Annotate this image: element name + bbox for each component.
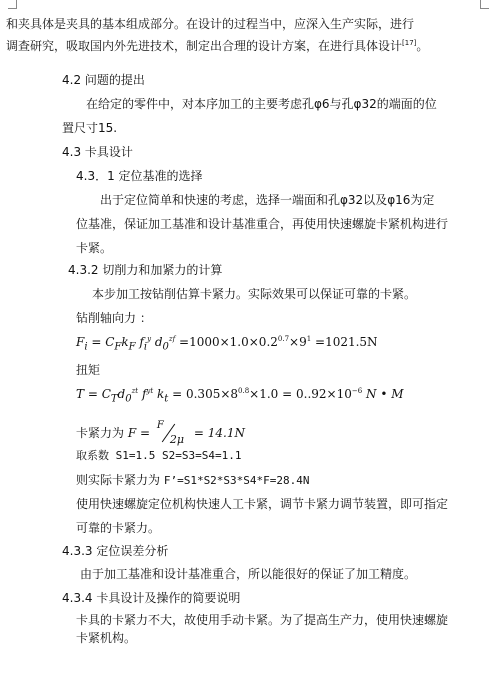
citation-ref: [17] (402, 39, 417, 47)
actual-force-line: 则实际卡紧力为 F’=S1*S2*S3*S4*F=28.4N (76, 473, 310, 487)
fraction: F 2μ (156, 420, 185, 446)
page-corner-mark (480, 0, 489, 9)
paragraph-line: 卡紧机构。 (76, 631, 137, 645)
paragraph-line: 出于定位简单和快速的考虑，选择一端面和孔φ32以及φ16为定 (100, 193, 435, 207)
paragraph-line: 由于加工基准和设计基准重合，所以能很好的保证了加工精度。 (80, 567, 417, 581)
subsection-heading: 4.3．1 定位基准的选择 (76, 169, 203, 183)
paragraph-line: 卡具的卡紧力不大，故使用手动卡紧。为了提高生产力，使用快速螺旋 (76, 613, 449, 627)
paragraph-line: 位基准，保证加工基准和设计基准重合，再使用快速螺旋卡紧机构进行 (76, 217, 449, 231)
coefficient-line: 取系数 S1=1.5 S2=S3=S4=1.1 (76, 449, 242, 462)
subsection-heading: 4.3.2 切削力和加紧力的计算 (68, 263, 223, 277)
section-heading: 4.2 问题的提出 (62, 73, 145, 87)
paragraph-line: 卡紧。 (76, 241, 113, 255)
subsection-heading: 4.3.3 定位误差分析 (62, 544, 169, 558)
label-text: 钻削轴向力 ： (76, 311, 152, 325)
page-corner-mark (8, 0, 17, 9)
paragraph-line: 本步加工按钻削估算卡紧力。实际效果可以保证可靠的卡紧。 (92, 287, 417, 301)
paragraph-line: 置尺寸15. (62, 121, 118, 135)
label-text: 扭矩 (76, 363, 101, 377)
paragraph-intro-line: 和夹具体是夹具的基本组成部分。在设计的过程当中，应深入生产实际，进行 (6, 17, 415, 31)
subsection-heading: 4.3.4 卡具设计及操作的简要说明 (62, 591, 241, 605)
equation-torque: $T = C_Td_0^{zt}$ $f^{yt}$ $k_t = 0.305\times 8^{0.8}\times 1.0 = 0..92\times 10^{-6}$ N • M (76, 387, 404, 405)
paragraph-line: 可靠的卡紧力。 (76, 521, 161, 535)
equation-clamp-force: 卡紧力为 F = F 2μ = 14.1N (76, 420, 245, 446)
paragraph-intro-line: 调查研究，吸取国内外先进技术，制定出合理的设计方案，在进行具体设计[17]。 (6, 39, 429, 53)
section-heading: 4.3 卡具设计 (62, 145, 133, 159)
paragraph-line: 使用快速螺旋定位机构快速人工卡紧，调节卡紧力调节装置，即可指定 (76, 497, 449, 511)
paragraph-line: 在给定的零件中，对本序加工的主要考虑孔φ6与孔φ32的端面的位 (86, 97, 437, 111)
equation-drill-force: $F_i = C_Fk_F$ $f_i^y$ $d_0^{zf} =1000\times 1.0\times 0.2^{0.7}\times 9^1 =1021.5N$ (76, 335, 378, 353)
